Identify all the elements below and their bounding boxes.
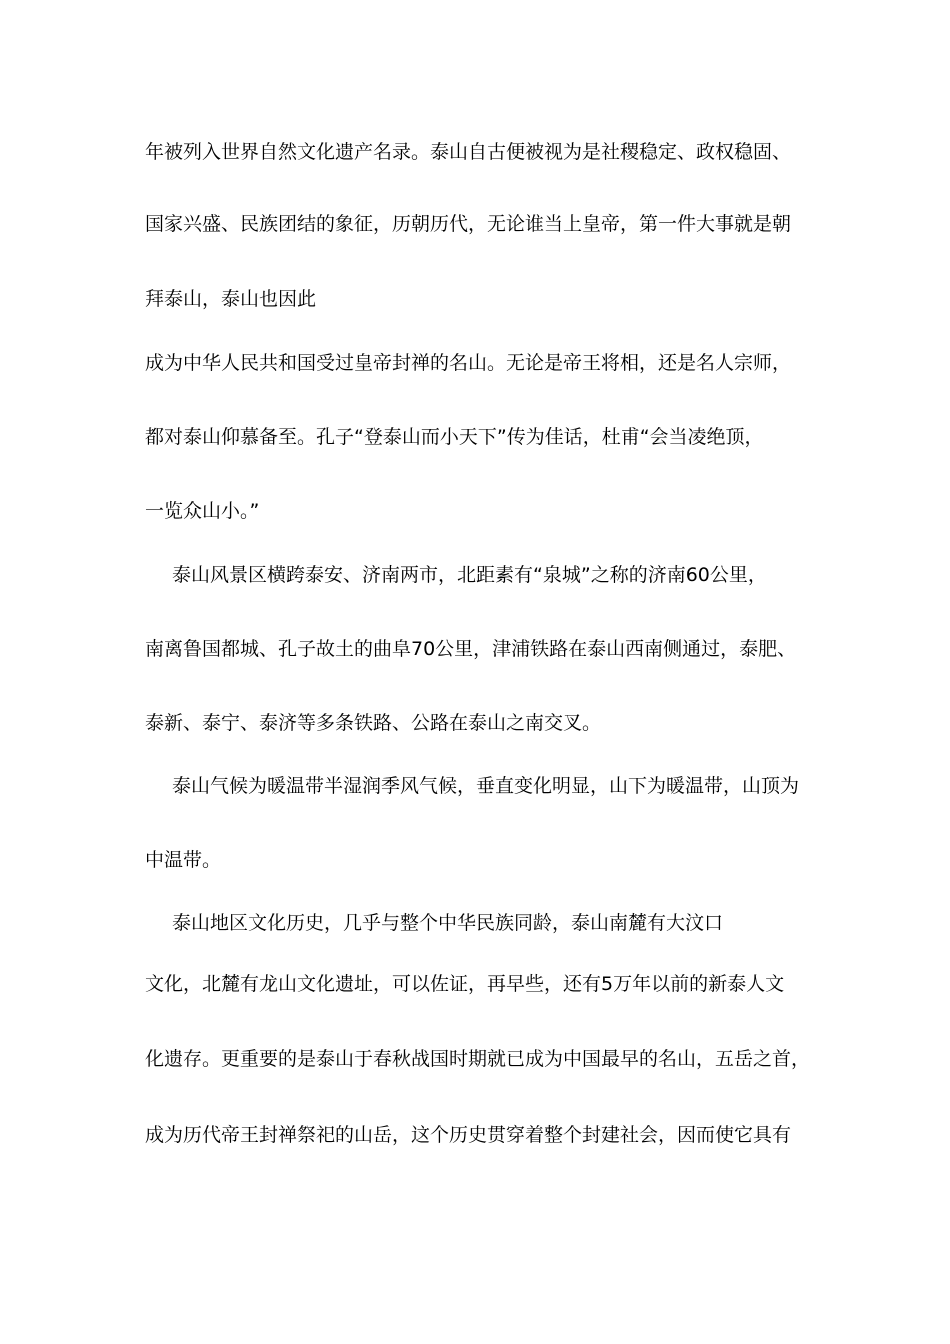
- text-line: 成为历代帝王封禅祭祀的山岳，这个历史贯穿着整个封建社会，因而使它具有: [145, 1124, 792, 1146]
- text-line: 拜泰山，泰山也因此: [145, 288, 317, 310]
- text-line: 泰山风景区横跨泰安、济南两市，北距素有“泉城”之称的济南60公里，: [172, 564, 767, 586]
- text-line: 中温带。: [145, 849, 222, 871]
- text-line: 都对泰山仰慕备至。孔子“登泰山而小天下”传为佳话，杜甫“会当凌绝顶，: [145, 426, 764, 448]
- text-line: 泰山地区文化历史，几乎与整个中华民族同龄，泰山南麓有大汶口: [172, 912, 724, 934]
- text-line: 国家兴盛、民族团结的象征，历朝历代，无论谁当上皇帝，第一件大事就是朝: [145, 213, 792, 235]
- text-line: 泰新、泰宁、泰济等多条铁路、公路在泰山之南交叉。: [145, 712, 602, 734]
- text-line: 南离鲁国都城、孔子故土的曲阜70公里，津浦铁路在泰山西南侧通过，泰肥、: [145, 638, 797, 660]
- text-line: 化遗存。更重要的是泰山于春秋战国时期就已成为中国最早的名山，五岳之首，: [145, 1048, 811, 1070]
- text-line: 泰山气候为暖温带半湿润季风气候，垂直变化明显，山下为暖温带，山顶为: [172, 775, 800, 797]
- text-line: 成为中华人民共和国受过皇帝封禅的名山。无论是帝王将相，还是名人宗师，: [145, 352, 792, 374]
- text-line: 文化，北麓有龙山文化遗址，可以佐证，再早些，还有5万年以前的新泰人文: [145, 973, 785, 995]
- text-line: 年被列入世界自然文化遗产名录。泰山自古便被视为是社稷稳定、政权稳固、: [145, 141, 792, 163]
- text-line: 一览众山小。”: [145, 500, 260, 522]
